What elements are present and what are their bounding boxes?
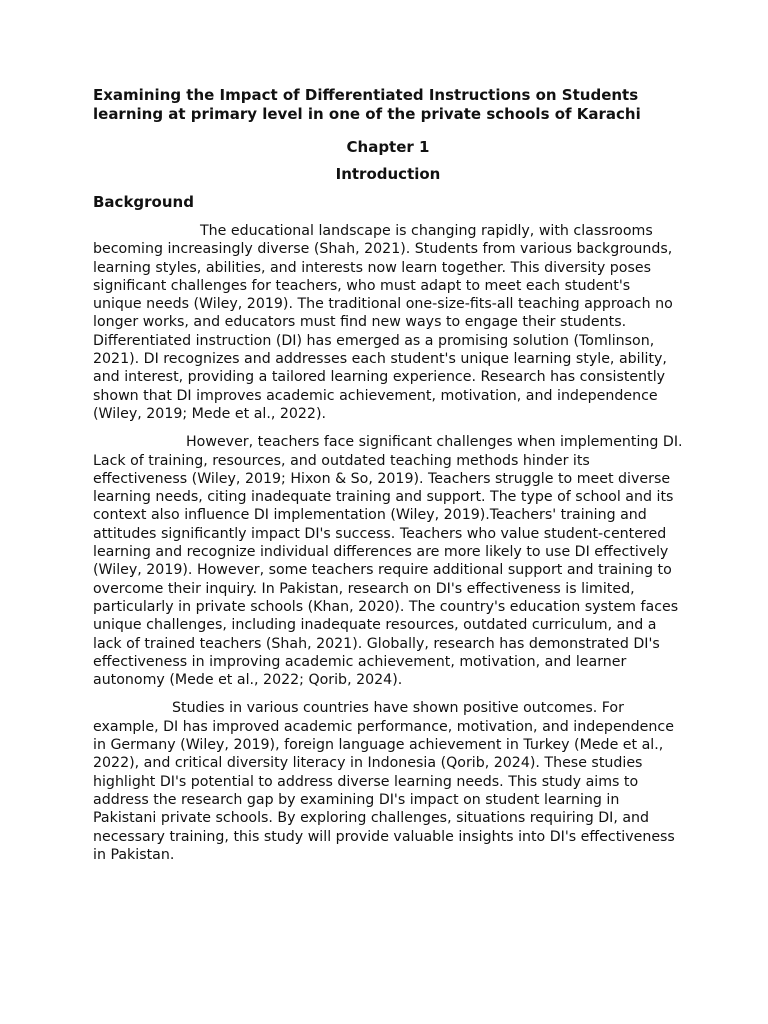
paragraph-1: The educational landscape is changing rapidly, with classrooms becoming increasingly diverse (Shah, 2021). Students from various backgrounds, learning styles, abilities, and interests now learn together. This diversity poses significant challenges for teachers, who must adapt to meet each student's unique needs (Wiley, 2019). The traditional one-size-fits-all teaching approach no longer works, and educators must find new ways to engage their students. Differentiated instruction (DI) has emerged as a promising solution (Tomlinson, 2021). DI recognizes and addresses each student's unique learning style, ability, and interest, providing a tailored learning experience. Research has consistently shown that DI improves academic achievement, motivation, and independence (Wiley, 2019; Mede et al., 2022). [93,223,673,422]
chapter-title: Introduction [335,165,441,183]
chapter-number: Chapter 1 [346,138,430,156]
section-heading: Background [93,193,194,211]
paragraph-2: However, teachers face significant challenges when implementing DI. Lack of training, resources, and outdated teaching methods hinder its effectiveness (Wiley, 2019; Hixon & So, 2019). Teachers struggle to meet diverse learning needs, citing inadequate training and support. The type of school and its context also influence DI implementation (Wiley, 2019).Teachers' training and attitudes significantly impact DI's success. Teachers who value student-centered learning and recognize individual differences are more likely to use DI effectively (Wiley, 2019). However, some teachers require additional support and training to overcome their inquiry. In Pakistan, research on DI's effectiveness is limited, particularly in private schools (Khan, 2020). The country's education system faces unique challenges, including inadequate resources, outdated curriculum, and a lack of trained teachers (Shah, 2021). Globally, research has demonstrated DI's effectiveness in improving academic achievement, motivation, and learner autonomy (Mede et al., 2022; Qorib, 2024). [93,434,683,689]
paragraph-3: Studies in various countries have shown positive outcomes. For example, DI has improved academic performance, motivation, and independence in Germany (Wiley, 2019), foreign language achievement in Turkey (Mede et al., 2022), and critical diversity literacy in Indonesia (Qorib, 2024). These studies highlight DI's potential to address diverse learning needs. This study aims to address the research gap by examining DI's impact on student learning in Pakistani private schools. By exploring challenges, situations requiring DI, and necessary training, this study will provide valuable insights into DI's effectiveness in Pakistan. [93,700,675,863]
document-title: Examining the Impact of Differentiated Instructions on Students learning at primary level in one of the private schools of Karachi [93,86,641,123]
document-page [93,86,683,864]
